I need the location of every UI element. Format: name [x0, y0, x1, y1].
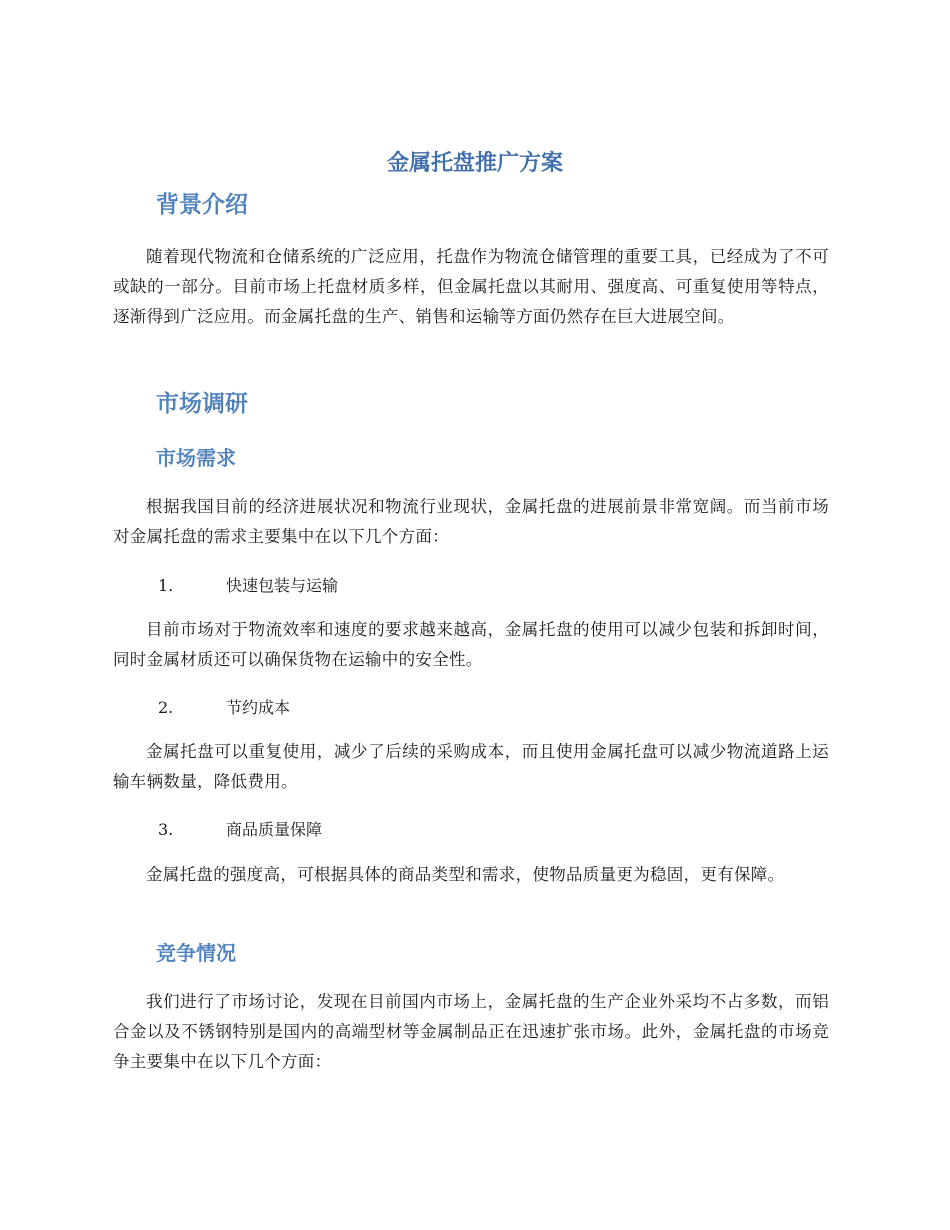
paragraph-item-1: 目前市场对于物流效率和速度的要求越来越高，金属托盘的使用可以减少包装和拆卸时间，同时金属材质还可以确保货物在运输中的安全性。	[113, 620, 829, 669]
paragraph-background: 随着现代物流和仓储系统的广泛应用，托盘作为物流仓储管理的重要工具，已经成为了不可或缺的一部分。目前市场上托盘材质多样，但金属托盘以其耐用、强度高、可重复使用等特点，逐渐得到广泛应用。而金属托盘的生产、销售和运输等方面仍然存在巨大进展空间。	[113, 247, 829, 326]
list-item-title: 快速包装与运输	[226, 576, 339, 595]
list-item-title: 商品质量保障	[226, 820, 323, 839]
paragraph-competition: 我们进行了市场讨论，发现在目前国内市场上，金属托盘的生产企业外采均不占多数，而铝合金以及不锈钢特别是国内的高端型材等金属制品正在迅速扩张市场。此外，金属托盘的市场竞争主要集中在以下几个方面：	[113, 992, 829, 1071]
heading-background: 背景介绍	[156, 192, 248, 218]
list-item-1	[158, 574, 338, 598]
paragraph-demand-intro: 根据我国目前的经济进展状况和物流行业现状，金属托盘的进展前景非常宽阔。而当前市场对金属托盘的需求主要集中在以下几个方面：	[113, 497, 829, 546]
heading-market-research: 市场调研	[156, 391, 248, 417]
list-number: 1.	[158, 576, 174, 595]
paragraph-item-2: 金属托盘可以重复使用，减少了后续的采购成本，而且使用金属托盘可以减少物流道路上运输车辆数量，降低费用。	[113, 742, 829, 791]
heading-competition: 竞争情况	[156, 941, 236, 965]
list-number: 2.	[158, 698, 174, 717]
document-title: 金属托盘推广方案	[386, 151, 563, 176]
paragraph-item-3: 金属托盘的强度高，可根据具体的商品类型和需求，使物品质量更为稳固，更有保障。	[146, 865, 785, 884]
list-number: 3.	[158, 820, 174, 839]
list-item-2	[158, 696, 290, 720]
list-item-title: 节约成本	[226, 698, 291, 717]
list-item-3	[158, 818, 322, 842]
heading-market-demand: 市场需求	[156, 446, 236, 470]
